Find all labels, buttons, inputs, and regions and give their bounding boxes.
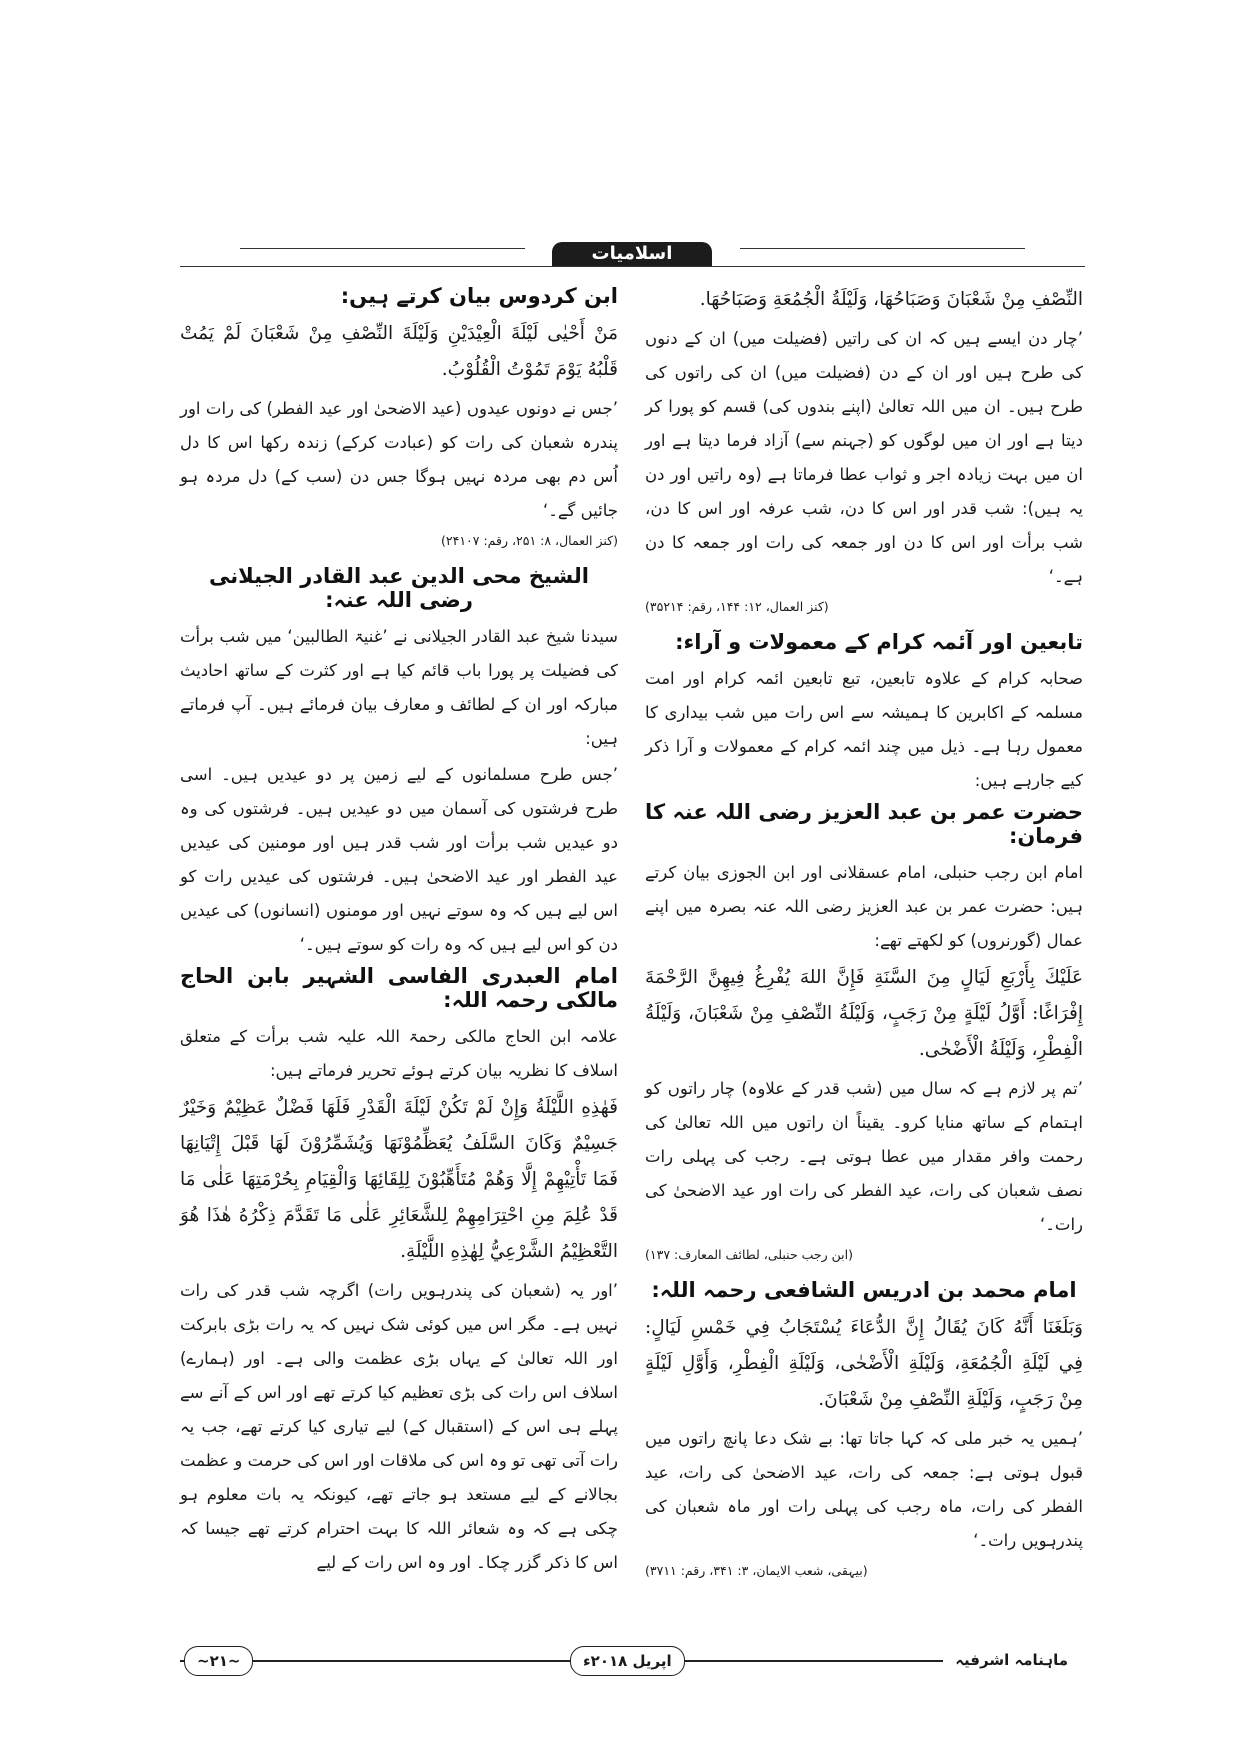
arabic-quote: عَلَيْكَ بِأَرْبَعِ لَيَالٍ مِنَ السَّنَةِ فَإِنَّ اللهَ يُفْرِغُ فِيهِنَّ الرَّحْمَةَ إِفْرَاغًا: أَوَّلُ لَيْلَةٍ مِنْ رَجَبٍ، وَلَيْلَةُ النِّصْفِ مِنْ شَعْبَانَ، وَلَيْلَةُ الْفِطْرِ، وَلَيْلَةُ الْأَضْحٰى. xyxy=(645,967,1083,1060)
body-paragraph: ’تم پر لازم ہے کہ سال میں (شب قدر کے علاوہ) چار راتوں کو اہتمام کے ساتھ منایا کرو۔ یقیناً ان راتوں میں اللہ تعالیٰ کی رحمت وافر مقدار میں عطا ہوتی ہے۔ رجب کی پہلی رات نصف شعبان کی رات، عید الفطر کی رات اور عید الاضحیٰ کی رات۔‘ xyxy=(645,1079,1083,1234)
citation: (ابن رجب حنبلی، لطائف المعارف: ۱۳۷) xyxy=(645,1247,853,1262)
section-heading: ابن کردوس بیان کرتے ہیں: xyxy=(340,284,618,308)
arabic-quote: مَنْ أَحْيٰى لَيْلَةَ الْعِيْدَيْنِ وَلَيْلَةَ النِّصْفِ مِنْ شَعْبَانَ لَمْ يَمُتْ قَلْبُهُ يَوْمَ تَمُوْتُ الْقُلُوْبُ. xyxy=(180,323,618,380)
citation: (کنز العمال، ۸: ۲۵۱، رقم: ۲۴۱۰۷) xyxy=(441,533,618,548)
section-heading: امام العبدری الفاسی الشہیر بابن الحاج مالکی رحمہ اللہ: xyxy=(180,964,618,1012)
body-paragraph: امام ابن رجب حنبلی، امام عسقلانی اور ابن الجوزی بیان کرتے ہیں: حضرت عمر بن عبد العزیز رضی اللہ عنہ بصرہ میں اپنے عمال (گورنروں) کو لکھتے تھے: xyxy=(645,863,1083,950)
section-heading: تابعین اور آئمہ کرام کے معمولات و آراء: xyxy=(675,630,1083,654)
body-paragraph: ’چار دن ایسے ہیں کہ ان کی راتیں (فضیلت میں) ان کے دنوں کی طرح ہیں اور ان کے دن (فضیلت میں) ان کی راتوں کی طرح ہیں۔ ان میں اللہ تعالیٰ (اپنے بندوں کی) قسم کو پورا کر دیتا ہے اور ان میں لوگوں کو (جہنم سے) آزاد فرما دیتا ہے اور ان میں بہت زیادہ اجر و ثواب عطا فرماتا ہے (وہ راتیں اور دن یہ ہیں): شب قدر اور اس کا دن، شب عرفہ اور اس کا دن، شب برأت اور اس کا دن اور جمعہ کی رات اور جمعہ کا دن ہے۔‘ xyxy=(645,329,1083,586)
left-column xyxy=(180,282,618,1582)
magazine-name: ماہنامہ اشرفیہ xyxy=(943,1646,1080,1674)
body-paragraph: سیدنا شیخ عبد القادر الجیلانی نے ’غنیۃ الطالبین‘ میں شب برأت کی فضیلت پر پورا باب قائم کیا ہے اور کثرت کے ساتھ احادیث مبارکہ اور ان کے لطائف و معارف بیان فرمائے ہیں۔ آپ فرماتے ہیں: xyxy=(180,627,618,748)
page-number: ~۲۱~ xyxy=(184,1646,253,1676)
body-paragraph: ’جس نے دونوں عیدوں (عید الاضحیٰ اور عید الفطر) کی رات اور پندرہ شعبان کی رات کو (عبادت کرکے) زندہ رکھا اس کا دل اُس دم بھی مردہ نہیں ہوگا جس دن (سب کے) دل مردہ ہو جائیں گے۔‘ xyxy=(180,399,618,520)
body-paragraph: علامہ ابن الحاج مالکی رحمۃ اللہ علیہ شب برأت کے متعلق اسلاف کا نظریہ بیان کرتے ہوئے تحریر فرماتے ہیں: xyxy=(180,1027,618,1080)
arabic-quote: النِّصْفِ مِنْ شَعْبَانَ وَصَبَاحُهَا، وَلَيْلَةُ الْجُمُعَةِ وَصَبَاحُهَا. xyxy=(699,289,1083,310)
header-rule-right xyxy=(740,248,1025,249)
body-paragraph: ’اور یہ (شعبان کی پندرہویں رات) اگرچہ شب قدر کی رات نہیں ہے۔ مگر اس میں کوئی شک نہیں کہ یہ رات بڑی بابرکت اور اللہ تعالیٰ کے یہاں بڑی عظمت والی ہے۔ اور (ہمارے) اسلاف اس رات کی بڑی تعظیم کیا کرتے تھے اور اس کے آنے سے پہلے ہی اس کے (استقبال کے) لیے تیاری کیا کرتے تھے، جب یہ رات آتی تھی تو وہ اس کی ملاقات اور اس کی حرمت و عظمت بجالانے کے لیے مستعد ہو جاتے تھے، کیونکہ یہ بات معلوم ہو چکی ہے کہ وہ شعائر اللہ کا بہت احترام کرتے تھے جیسا کہ اس کا ذکر گزر چکا۔ اور وہ اس رات کے لیے xyxy=(180,1281,618,1572)
body-paragraph: ’ہمیں یہ خبر ملی کہ کہا جاتا تھا: بے شک دعا پانچ راتوں میں قبول ہوتی ہے: جمعہ کی رات، عید الاضحیٰ کی رات، عید الفطر کی رات، ماہ رجب کی پہلی رات اور ماہ شعبان کی پندرہویں رات۔‘ xyxy=(645,1429,1083,1550)
body-paragraph: ’جس طرح مسلمانوں کے لیے زمین پر دو عیدیں ہیں۔ اسی طرح فرشتوں کی آسمان میں دو عیدیں ہیں۔ فرشتوں کی وہ دو عیدیں شب برأت اور شب قدر ہیں اور مومنین کی عیدیں عید الفطر اور عید الاضحیٰ ہیں۔ فرشتوں کی عیدیں رات کو اس لیے ہیں کہ وہ سوتے نہیں اور مومنوں (انسانوں) کی عیدیں دن کو اس لیے ہیں کہ وہ رات کو سوتے ہیں۔‘ xyxy=(180,765,618,954)
section-heading: الشیخ محی الدین عبد القادر الجیلانی رضی اللہ عنہ: xyxy=(209,564,589,612)
section-heading: امام محمد بن ادریس الشافعی رحمہ اللہ: xyxy=(651,1278,1077,1302)
page-footer xyxy=(170,1640,1090,1680)
arabic-quote: فَهٰذِهِ اللَّيْلَةُ وَإِنْ لَمْ تَكُنْ لَيْلَةَ الْقَدْرِ فَلَهَا فَضْلٌ عَظِيْمٌ وَخَيْرٌ جَسِيْمٌ وَكَانَ السَّلَفُ يُعَظِّمُوْنَهَا وَيُشَمِّرُوْنَ لَهَا قَبْلَ إِتْيَانِهَا فَمَا تَأْتِيْهِمْ إِلَّا وَهُمْ مُتَأَهِّبُوْنَ لِلِقَائِهَا وَالْقِيَامِ بِحُرْمَتِهَا عَلٰى مَا قَدْ عُلِمَ مِنِ احْتِرَامِهِمْ لِلشَّعَائِرِ عَلٰى مَا تَقَدَّمَ ذِكْرُهُ هٰذَا هُوَ التَّعْظِيْمُ الشَّرْعِيُّ لِهٰذِهِ اللَّيْلَةِ. xyxy=(180,1097,618,1262)
section-heading: حضرت عمر بن عبد العزیز رضی اللہ عنہ کا فرمان: xyxy=(645,800,1083,848)
right-column xyxy=(645,282,1083,1582)
citation: (بیہقی، شعب الایمان، ۳: ۳۴۱، رقم: ۳۷۱۱) xyxy=(645,1563,868,1578)
section-title: اسلامیات xyxy=(552,242,712,266)
page-header xyxy=(180,240,1085,270)
header-rule-left xyxy=(240,248,525,249)
arabic-quote: وَبَلَغَنَا أَنَّهُ كَانَ يُقَالُ إِنَّ الدُّعَاءَ يُسْتَجَابُ فِي خَمْسِ لَيَالٍ: فِي لَيْلَةِ الْجُمُعَةِ، وَلَيْلَةِ الْأَضْحٰى، وَلَيْلَةِ الْفِطْرِ، وَأَوَّلِ لَيْلَةٍ مِنْ رَجَبٍ، وَلَيْلَةِ النِّصْفِ مِنْ شَعْبَانَ. xyxy=(645,1317,1083,1410)
body-paragraph: صحابہ کرام کے علاوہ تابعین، تبع تابعین ائمہ کرام اور امت مسلمہ کے اکابرین کا ہمیشہ سے اس رات میں شب بیداری کا معمول رہا ہے۔ ذیل میں چند ائمہ کرام کے معمولات و آرا ذکر کیے جارہے ہیں: xyxy=(645,669,1083,790)
issue-date: اپریل ۲۰۱۸ء xyxy=(570,1646,685,1676)
header-rule xyxy=(180,266,1085,267)
citation: (کنز العمال، ۱۲: ۱۴۴، رقم: ۳۵۲۱۴) xyxy=(645,599,829,614)
